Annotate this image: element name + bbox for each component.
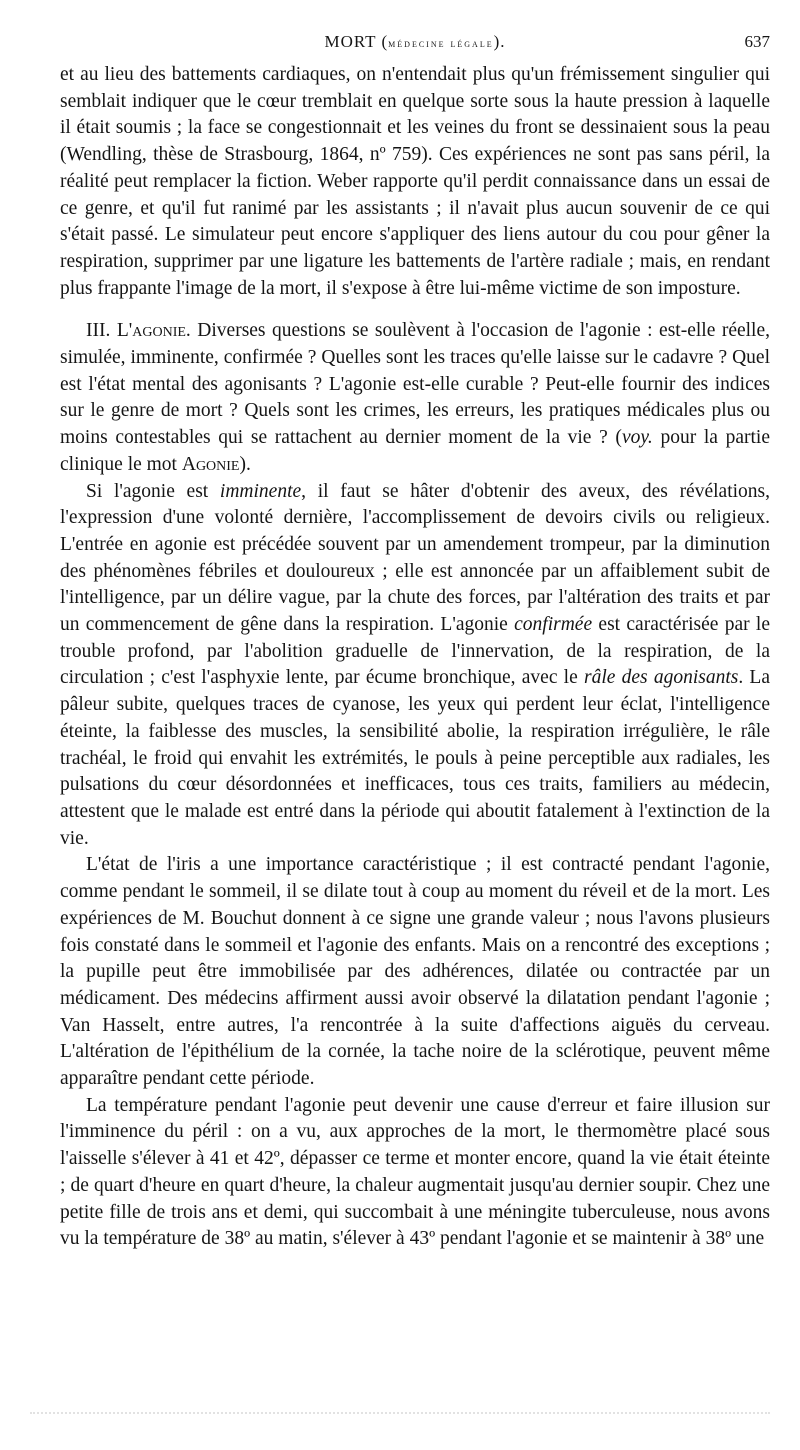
imminente-text-a: Si l'agonie est (86, 480, 220, 502)
paragraph-temperature: La température pendant l'agonie peut devenir une cause d'erreur et faire illusion sur l'imminence du péril : on a vu, aux approches de la mort, le thermomètre placé sous l'aisselle s'élever à 41 et 42º, dépasser ce terme et monter encore, quand la vie était éteinte ; de quart d'heure en quart d'heure, la chaleur augmentait jusqu'au dernier soupir. Chez une petite fille de trois ans et demi, qui succombait à une méningite tuberculeuse, nous avons vu la température de 38º au matin, s'élever à 43º pendant l'agonie et se maintenir à 38º une (60, 1094, 770, 1250)
voy-abbrev: voy. (621, 427, 653, 449)
agonie-cross-ref: Agonie (181, 453, 240, 475)
confirmee-emphasis: confirmée (514, 614, 593, 636)
paragraph-imminente (60, 479, 770, 853)
section-text-2: pour la partie clinique le mot (60, 427, 770, 475)
section-text-3: ). (239, 453, 251, 475)
section-number: III. (86, 320, 117, 342)
scan-specks (30, 1412, 770, 1420)
section-agonie (60, 318, 770, 478)
page-number: 637 (744, 32, 770, 51)
section-text-1: Diverses questions se soulèvent à l'occasion de l'agonie : est-elle réelle, simulée, imminente, confirmée ? Quelles sont les traces qu'elle laisse sur le cadavre ? Quel est l'état mental des agonisants ? L'agonie est-elle curable ? Peut-elle fournir des indices sur le genre de mort ? Quels sont les crimes, les erreurs, les pratiques médicales plus ou moins contestables qui se rattachent au dernier moment de la vie ? ( (60, 320, 770, 449)
paragraph-simulation: et au lieu des battements cardiaques, on n'entendait plus qu'un frémissement singulier qui semblait indiquer que le cœur tremblait en quelque sorte sous la haute pression à laquelle il était soumis ; la face se congestionnait et les veines du front se dessinaient sous la peau (Wendling, thèse de Strasbourg, 1864, nº 759). Ces expériences ne sont pas sans péril, la réalité peut remplacer la fiction. Weber rapporte qu'il perdit connaissance dans un essai de ce genre, et qu'il fut ranimé par les assistants ; il n'avait plus aucun souvenir de ce qui s'était passé. Le simulateur peut encore s'appliquer des liens autour du cou pour gêner la respiration, supprimer par une ligature les battements de l'artère radiale ; mais, en rendant plus frappante l'image de la mort, il s'expose à être lui-même victime de son imposture. (60, 64, 770, 299)
imminente-text-b: , il faut se hâter d'obtenir des aveux, des révélations, l'expression d'une volonté dernière, l'accomplissement de devoirs civils ou religieux. L'entrée en agonie est précédée souvent par un amendement trompeur, par la diminution des phénomènes fébriles et douloureux ; elle est annoncée par un affaiblement subit de l'intelligence, par un délire vague, par la chute des forces, par l'altération des traits et par un commencement de gêne dans la respiration. L'agonie (60, 480, 770, 636)
imminente-text-d: . La pâleur subite, quelques traces de cyanose, les yeux qui perdent leur éclat, l'intelligence éteinte, la faiblesse des muscles, la sensibilité abolie, la respiration irrégulière, le râle trachéal, le froid qui envahit les extrémités, le pouls à peine perceptible aux radiales, les pulsations du cœur désordonnées et inefficaces, tous ces traits, familiers au médecin, attestent que le malade est entré dans la période qui aboutit fatalement à l'extinction de la vie. (60, 667, 771, 849)
section-heading: L'agonie. (116, 320, 191, 342)
imminente-text-c: est caractérisée par le trouble profond, par l'abolition graduelle de l'innervation, de la respiration, de la circulation ; c'est l'asphyxie lente, par écume bronchique, avec le (60, 614, 770, 689)
running-title-smallcaps: médecine légale (388, 36, 494, 50)
running-header (60, 32, 770, 56)
running-title-end: ). (493, 32, 506, 51)
page-body (60, 62, 770, 1253)
running-title-main: MORT ( (324, 32, 389, 51)
running-title (60, 32, 770, 52)
imminente-emphasis: imminente (219, 480, 302, 502)
rale-emphasis: râle des agonisants (583, 667, 739, 689)
paragraph-iris: L'état de l'iris a une importance caractéristique ; il est contracté pendant l'agonie, comme pendant le sommeil, il se dilate tout à coup au moment du réveil et de la mort. Les expériences de M. Bouchut donnent à ce signe une grande valeur ; nous l'avons plusieurs fois constaté dans le sommeil et l'agonie des enfants. Mais on a rencontré des exceptions ; la pupille peut être immobilisée par des adhérences, dilatée ou contractée par un médicament. Des médecins affirment aussi avoir observé la dilatation pendant l'agonie ; Van Hasselt, entre autres, l'a rencontrée à la suite d'affections aiguës du cerveau. L'altération de l'épithélium de la cornée, la tache noire de la sclérotique, peuvent même apparaître pendant cette période. (60, 854, 770, 1090)
